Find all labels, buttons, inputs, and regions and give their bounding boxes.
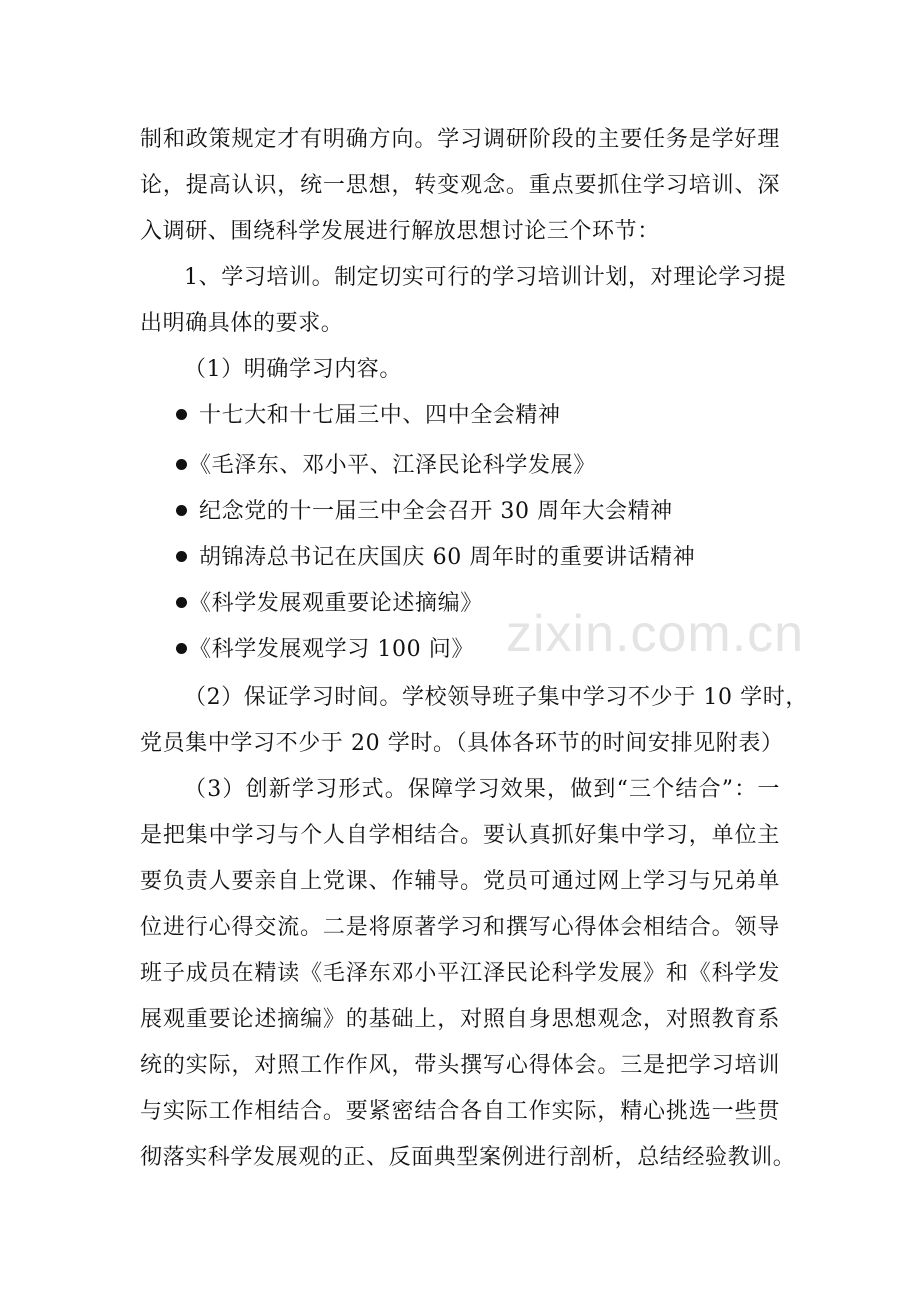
bullet-text: 胡锦涛总书记在庆国庆 60 周年时的重要讲话精神	[199, 545, 696, 570]
sub-3-line: 展观重要论述摘编》的基础上，对照自身思想观念，对照教育系	[140, 1007, 780, 1032]
sub-3-line: 与实际工作相结合。要紧密结合各自工作实际，精心挑选一些贯	[140, 1099, 780, 1124]
sub-2-line: 党员集中学习不少于 20 学时。（具体各环节的时间安排见附表）	[140, 731, 784, 756]
watermark: zixin.com.cn	[506, 605, 805, 663]
bullet-text: 《科学发展观重要论述摘编》	[189, 591, 483, 616]
sub-3-line: 彻落实科学发展观的正、反面典型案例进行剖析，总结经验教训。	[140, 1145, 796, 1170]
sub-3-line: 位进行心得交流。二是将原著学习和撰写心得体会相结合。领导	[140, 915, 780, 940]
bullet-item	[176, 635, 474, 665]
bullet-icon	[176, 551, 187, 562]
bullet-icon	[176, 597, 187, 608]
bullet-icon	[176, 459, 187, 470]
sub-heading-1: （1）明确学习内容。	[184, 357, 402, 382]
sub-2-line: （2）保证学习时间。学校领导班子集中学习不少于 10 学时，	[184, 685, 808, 710]
sub-3-line: 要负责人要亲自上党课、作辅导。党员可通过网上学习与兄弟单	[140, 869, 780, 894]
bullet-item	[176, 497, 673, 527]
bullet-text: 纪念党的十一届三中全会召开 30 周年大会精神	[199, 499, 673, 524]
bullet-icon	[176, 409, 187, 420]
paragraph-line: 制和政策规定才有明确方向。学习调研阶段的主要任务是学好理	[140, 127, 780, 152]
item-1-line: 出明确具体的要求。	[140, 311, 344, 336]
bullet-text: 《科学发展观学习 100 问》	[189, 637, 474, 662]
bullet-text: 十七大和十七届三中、四中全会精神	[199, 403, 561, 428]
bullet-item	[176, 451, 596, 481]
sub-3-line: 是把集中学习与个人自学相结合。要认真抓好集中学习，单位主	[140, 823, 780, 848]
bullet-item	[176, 543, 695, 573]
bullet-text: 《毛泽东、邓小平、江泽民论科学发展》	[189, 453, 596, 478]
bullet-icon	[176, 643, 187, 654]
paragraph-line: 入调研、围绕科学发展进行解放思想讨论三个环节：	[140, 219, 660, 244]
paragraph-line: 论，提高认识，统一思想，转变观念。重点要抓住学习培训、深	[140, 173, 780, 198]
bullet-item	[176, 401, 561, 431]
sub-3-line: 班子成员在精读《毛泽东邓小平江泽民论科学发展》和《科学发	[140, 961, 780, 986]
sub-3-line: （3）创新学习形式。保障学习效果，做到“三个结合”：一	[184, 777, 780, 802]
bullet-item	[176, 589, 483, 619]
item-1-line: 1、学习培训。制定切实可行的学习培训计划，对理论学习提	[184, 265, 787, 290]
sub-3-line: 统的实际，对照工作作风，带头撰写心得体会。三是把学习培训	[140, 1053, 780, 1078]
bullet-icon	[176, 505, 187, 516]
